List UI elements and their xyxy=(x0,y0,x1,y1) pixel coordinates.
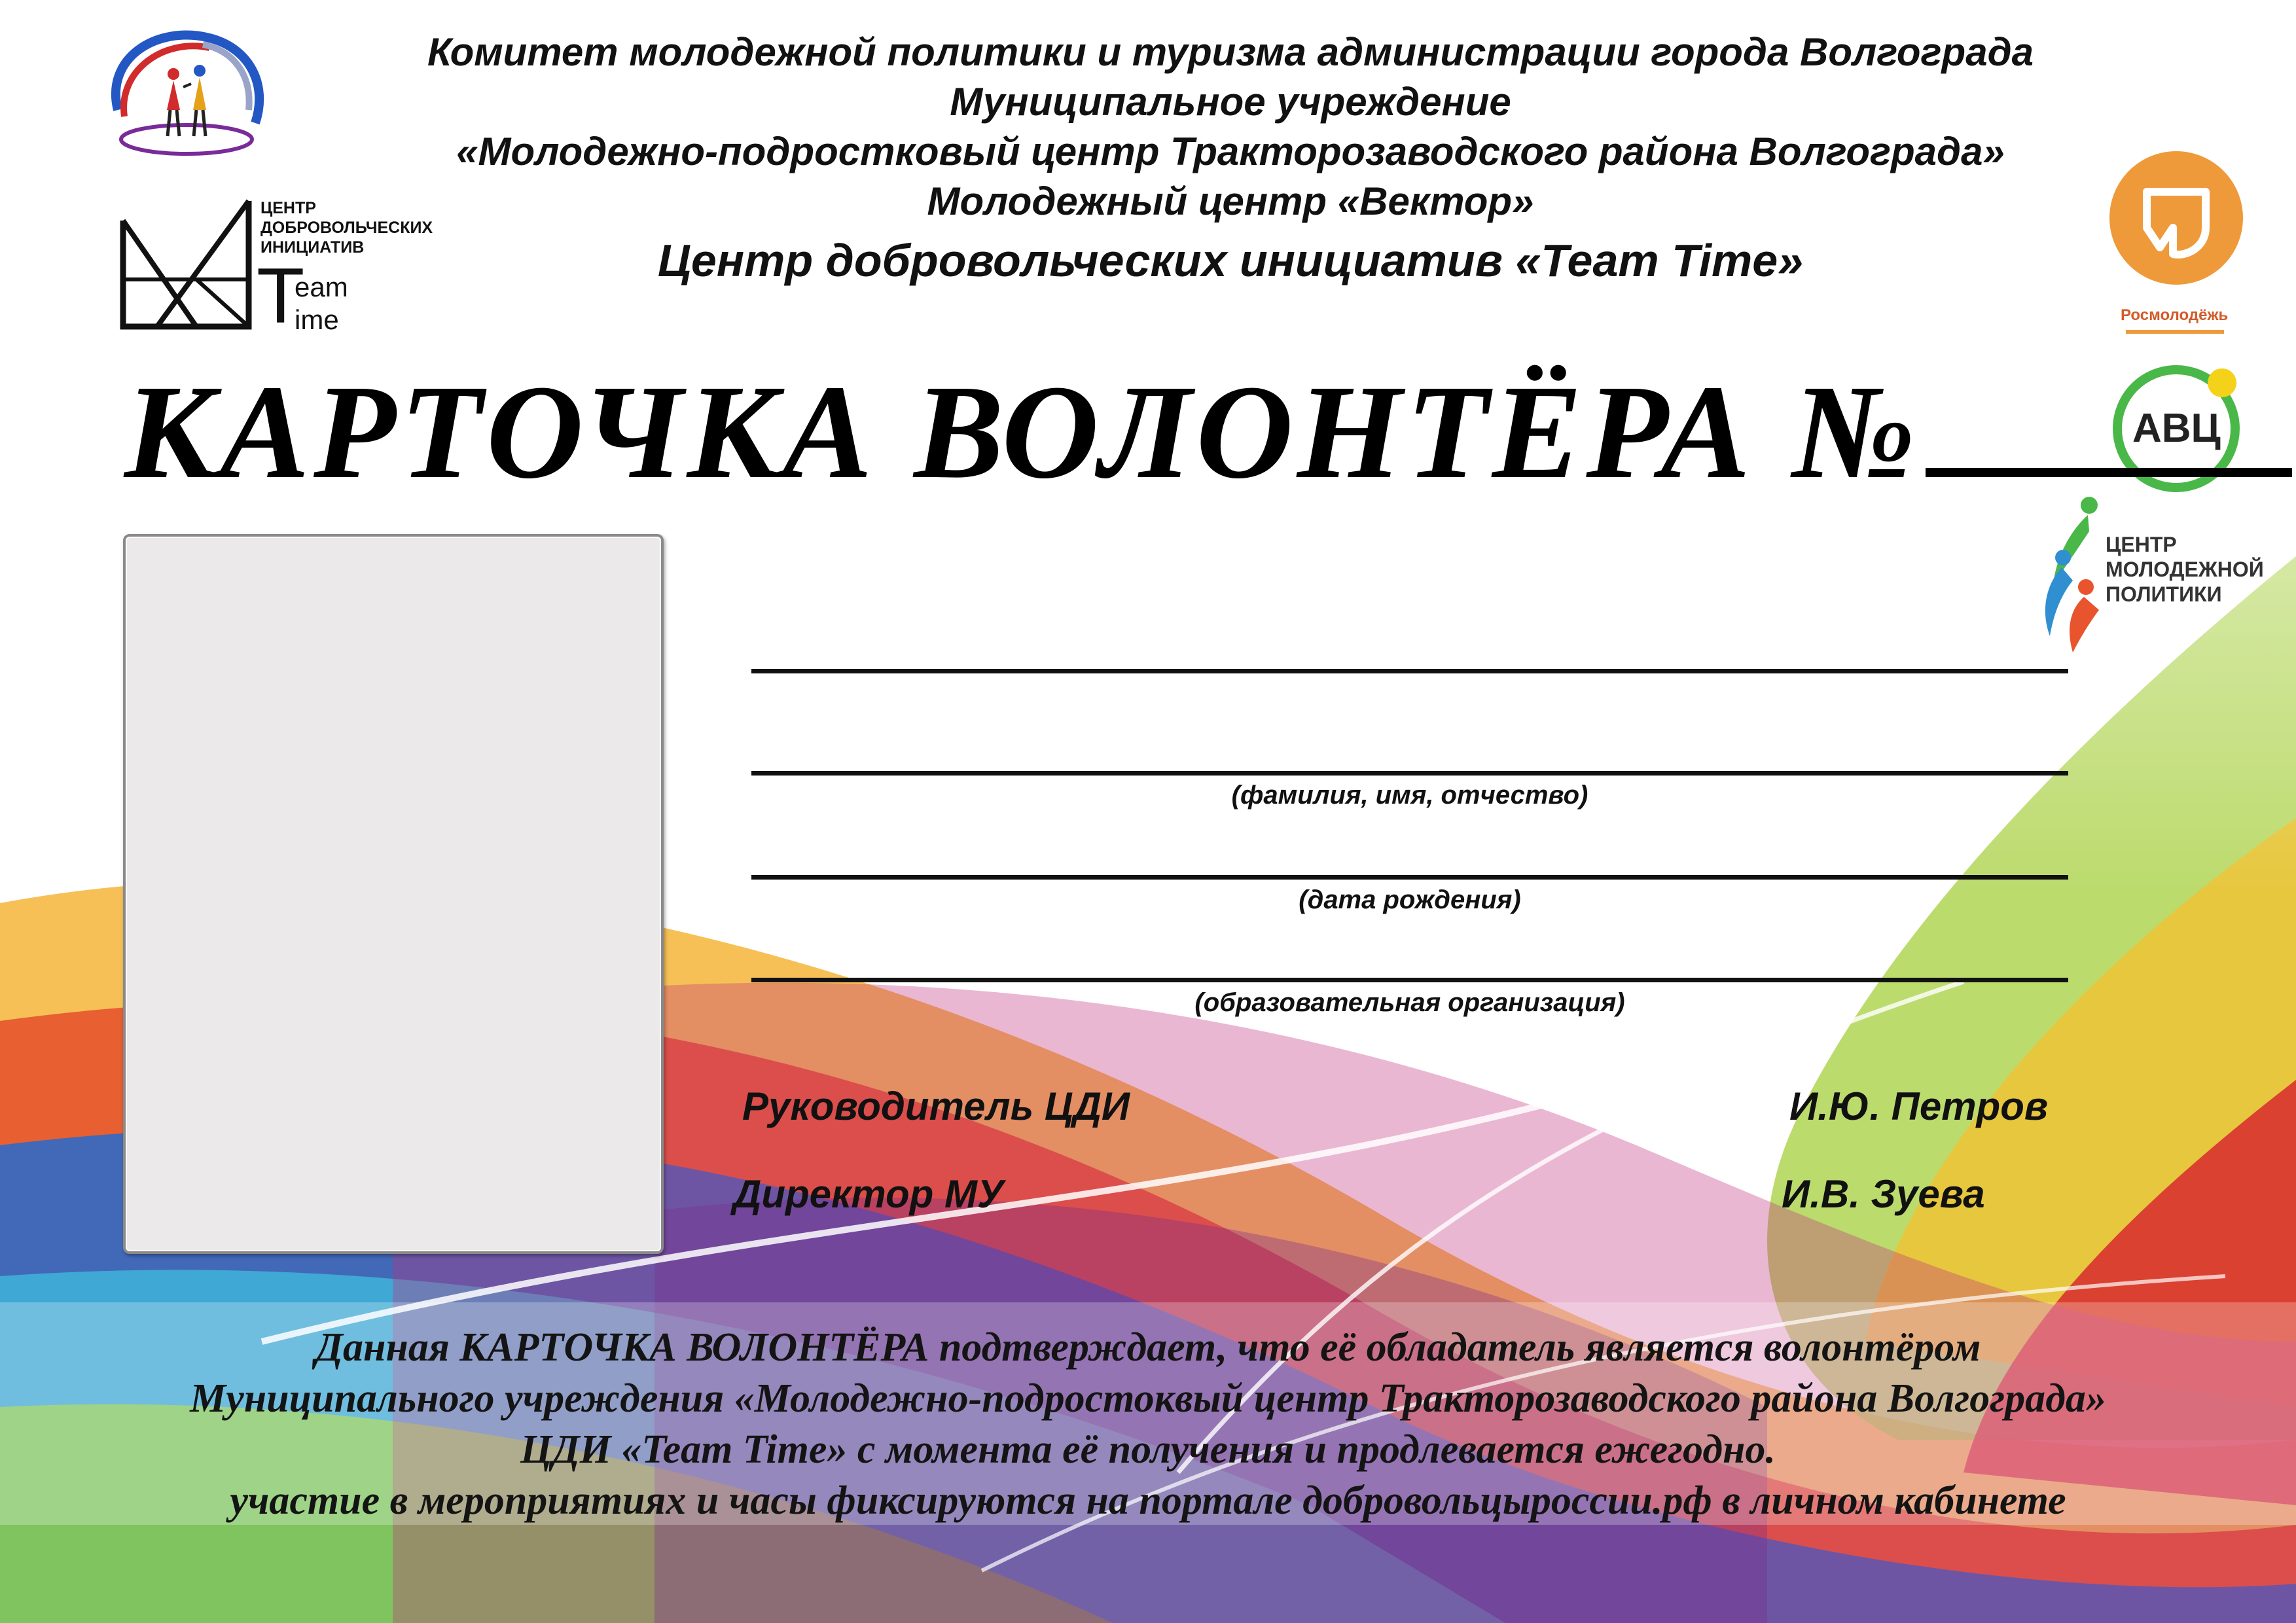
footer-line-2: Муниципального учреждения «Молодежно-подростоквый центр Тракторозаводского района Волгограда» xyxy=(190,1376,2106,1421)
fio-line-1[interactable] xyxy=(751,669,2068,673)
card-number-blank[interactable] xyxy=(1926,370,2292,477)
header-institution-name: «Молодежно-подростковый центр Тракторозаводского района Волгограда» xyxy=(456,130,2005,173)
header-youth-center: Молодежный центр «Вектор» xyxy=(927,179,1534,223)
birth-date-caption: (дата рождения) xyxy=(1299,885,1521,914)
committee-emblem-icon xyxy=(98,18,275,169)
signature-role-2: Директор МУ xyxy=(733,1172,1004,1216)
rosmolodezh-label: Росмолодёжь xyxy=(2121,306,2229,324)
card-title-text: КАРТОЧКА ВОЛОНТЁРА № xyxy=(124,357,1920,507)
rosmolodezh-underline xyxy=(2126,330,2224,334)
card-title xyxy=(124,353,2088,510)
youth-policy-caption-2: МОЛОДЕЖНОЙ xyxy=(2106,558,2264,581)
signature-name-1: И.Ю. Петров xyxy=(1789,1084,2049,1128)
header-institution-type: Муниципальное учреждение xyxy=(950,80,1511,124)
team-time-eam: eam xyxy=(295,272,348,302)
team-time-letter-t: T xyxy=(257,252,305,340)
youth-policy-people-icon xyxy=(2037,492,2109,656)
signature-name-2: И.В. Зуева xyxy=(1782,1172,1985,1216)
organization-caption: (образовательная организация) xyxy=(1194,988,1625,1017)
birth-date-line[interactable] xyxy=(751,875,2068,880)
rosmolodezh-icon xyxy=(2101,149,2258,287)
team-time-caption-3: ИНИЦИАТИВ xyxy=(260,238,365,257)
team-time-caption-1: ЦЕНТР xyxy=(260,199,316,217)
avc-label: АВЦ xyxy=(2132,406,2221,451)
footer-line-4: участие в мероприятиях и часы фиксируются на портале добровольцыроссии.рф в личном кабинете xyxy=(230,1478,2066,1523)
youth-policy-caption-1: ЦЕНТР xyxy=(2106,533,2177,556)
organization-line[interactable] xyxy=(751,978,2068,982)
committee-emblem xyxy=(98,18,275,169)
header-committee: Комитет молодежной политики и туризма администрации города Волгограда xyxy=(427,30,2034,74)
photo-placeholder[interactable] xyxy=(123,534,664,1254)
youth-policy-caption-3: ПОЛИТИКИ xyxy=(2106,582,2222,606)
header-volunteer-center: Центр добровольческих инициатив «Team Time» xyxy=(657,235,1804,286)
team-time-caption-2: ДОБРОВОЛЬЧЕСКИХ xyxy=(260,219,433,237)
footer-line-1: Данная КАРТОЧКА ВОЛОНТЁРА подтверждает, что её обладатель является волонтёром xyxy=(315,1325,1981,1370)
footer-line-3: ЦДИ «Team Time» с момента её получения и продлевается ежегодно. xyxy=(520,1427,1776,1472)
fio-line-2[interactable] xyxy=(751,771,2068,776)
signature-role-1: Руководитель ЦДИ xyxy=(742,1084,1130,1128)
rosmolodezh-logo xyxy=(2101,149,2258,346)
team-time-ime: ime xyxy=(295,304,339,335)
youth-policy-logo xyxy=(2037,492,2286,656)
fio-caption: (фамилия, имя, отчество) xyxy=(1231,781,1588,810)
team-time-emblem-icon xyxy=(118,194,255,332)
